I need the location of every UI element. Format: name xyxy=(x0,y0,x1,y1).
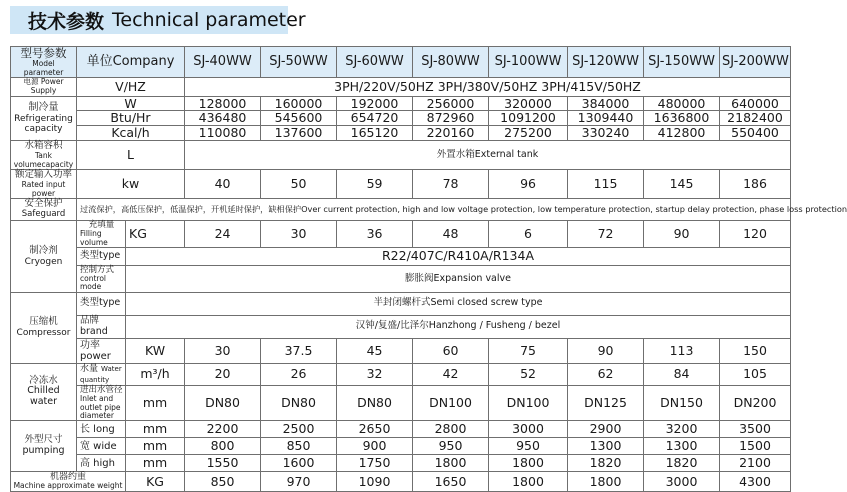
table-cell: 1300 xyxy=(568,438,644,455)
table-cell: 1300 xyxy=(644,438,720,455)
control-mode-label: 控制方式 control mode xyxy=(77,265,126,292)
refrigerating-unit: Kcal/h xyxy=(77,126,185,141)
safeguard-value: 过流保护，高低压保护，低温保护，开机延时保护，缺相保护Over current protection, high and low voltage protection, low temperature protection, startup delay protection, phase loss protection xyxy=(77,199,791,221)
compressor-power-label: 功率 power xyxy=(77,338,126,363)
weight-unit: KG xyxy=(126,472,185,492)
dimension-label: 宽 wide xyxy=(77,438,126,455)
table-cell: 640000 xyxy=(720,96,791,111)
pipe-diameter-row xyxy=(11,386,791,421)
table-cell: 480000 xyxy=(644,96,720,111)
table-cell: 59 xyxy=(337,170,413,199)
table-cell: DN125 xyxy=(568,386,644,421)
table-cell: 950 xyxy=(489,438,568,455)
filling-volume-unit: KG xyxy=(126,221,185,248)
table-cell: 165120 xyxy=(337,126,413,141)
table-cell: 1820 xyxy=(644,455,720,472)
table-cell: 2500 xyxy=(261,421,337,438)
table-cell: 84 xyxy=(644,363,720,385)
table-cell: 50 xyxy=(261,170,337,199)
table-cell: 62 xyxy=(568,363,644,385)
refrigerating-row xyxy=(11,111,791,126)
table-cell: 160000 xyxy=(261,96,337,111)
model-col: SJ-100WW xyxy=(489,47,568,78)
compressor-brand-value: 汉钟/复盛/比泽尔Hanzhong / Fusheng / bezel xyxy=(126,315,791,338)
table-cell: 36 xyxy=(337,221,413,248)
table-cell: 2650 xyxy=(337,421,413,438)
table-cell: 40 xyxy=(185,170,261,199)
table-cell: 45 xyxy=(337,338,413,363)
table-cell: DN100 xyxy=(413,386,489,421)
model-col: SJ-120WW xyxy=(568,47,644,78)
model-col: SJ-50WW xyxy=(261,47,337,78)
dimension-unit: mm xyxy=(126,421,185,438)
pipe-diameter-unit: mm xyxy=(126,386,185,421)
safeguard-label: 安全保护 Safeguard xyxy=(11,199,77,221)
model-col: SJ-60WW xyxy=(337,47,413,78)
table-cell: 30 xyxy=(185,338,261,363)
table-cell: 137600 xyxy=(261,126,337,141)
table-cell: 1800 xyxy=(489,455,568,472)
table-cell: 1820 xyxy=(568,455,644,472)
cryogen-control-row xyxy=(11,265,791,292)
compressor-brand-row xyxy=(11,315,791,338)
table-cell: DN80 xyxy=(337,386,413,421)
power-supply-row xyxy=(11,78,791,96)
model-col: SJ-200WW xyxy=(720,47,791,78)
table-cell: 1636800 xyxy=(644,111,720,126)
table-cell: 37.5 xyxy=(261,338,337,363)
unit-header: 单位Company xyxy=(77,47,185,78)
dimension-row xyxy=(11,455,791,472)
table-cell: 436480 xyxy=(185,111,261,126)
control-mode-value: 膨胀阀Expansion valve xyxy=(126,265,791,292)
table-cell: 3500 xyxy=(720,421,791,438)
refrigerating-unit: W xyxy=(77,96,185,111)
table-cell: 30 xyxy=(261,221,337,248)
tank-unit: L xyxy=(77,140,185,169)
table-cell: 950 xyxy=(413,438,489,455)
table-cell: 1800 xyxy=(489,472,568,492)
table-cell: 384000 xyxy=(568,96,644,111)
table-cell: 20 xyxy=(185,363,261,385)
model-col: SJ-80WW xyxy=(413,47,489,78)
table-cell: DN80 xyxy=(261,386,337,421)
dimension-unit: mm xyxy=(126,455,185,472)
table-cell: 1800 xyxy=(568,472,644,492)
table-cell: 96 xyxy=(489,170,568,199)
table-cell: 113 xyxy=(644,338,720,363)
table-cell: 1650 xyxy=(413,472,489,492)
table-cell: 24 xyxy=(185,221,261,248)
table-cell: 1500 xyxy=(720,438,791,455)
table-cell: 1550 xyxy=(185,455,261,472)
model-header: 型号参数 Model parameter xyxy=(11,47,77,78)
water-quantity-unit: m³/h xyxy=(126,363,185,385)
compressor-power-row xyxy=(11,338,791,363)
table-cell: 26 xyxy=(261,363,337,385)
table-cell: 145 xyxy=(644,170,720,199)
table-cell: 90 xyxy=(568,338,644,363)
table-cell: 72 xyxy=(568,221,644,248)
table-cell: 128000 xyxy=(185,96,261,111)
table-cell: 75 xyxy=(489,338,568,363)
table-cell: 115 xyxy=(568,170,644,199)
weight-label: 机器约重 Machine approximate weight xyxy=(11,472,126,492)
table-cell: DN80 xyxy=(185,386,261,421)
table-cell: 850 xyxy=(185,472,261,492)
table-cell: 800 xyxy=(185,438,261,455)
table-cell: 52 xyxy=(489,363,568,385)
table-cell: 1309440 xyxy=(568,111,644,126)
table-cell: 550400 xyxy=(720,126,791,141)
table-cell: 275200 xyxy=(489,126,568,141)
table-cell: 330240 xyxy=(568,126,644,141)
compressor-power-unit: KW xyxy=(126,338,185,363)
table-cell: 4300 xyxy=(720,472,791,492)
table-cell: DN200 xyxy=(720,386,791,421)
table-cell: 2800 xyxy=(413,421,489,438)
table-cell: 150 xyxy=(720,338,791,363)
tank-label: 水箱容积 Tank volumecapacity xyxy=(11,140,77,169)
dimension-label: 高 high xyxy=(77,455,126,472)
water-quantity-row xyxy=(11,363,791,385)
chilled-water-label: 冷冻水 Chilled water xyxy=(11,363,77,420)
refrigerating-unit: Btu/Hr xyxy=(77,111,185,126)
table-cell: 2100 xyxy=(720,455,791,472)
table-cell: 412800 xyxy=(644,126,720,141)
tank-value: 外置水箱External tank xyxy=(185,140,791,169)
table-cell: 220160 xyxy=(413,126,489,141)
filling-volume-label: 充填量 Filling volume xyxy=(77,221,126,248)
model-col: SJ-150WW xyxy=(644,47,720,78)
dimension-row xyxy=(11,438,791,455)
table-cell: 654720 xyxy=(337,111,413,126)
model-col: SJ-40WW xyxy=(185,47,261,78)
table-cell: 1750 xyxy=(337,455,413,472)
tank-row xyxy=(11,140,791,169)
table-cell: 900 xyxy=(337,438,413,455)
compressor-type-label: 类型type xyxy=(77,292,126,315)
dimension-label: 长 long xyxy=(77,421,126,438)
table-cell: 6 xyxy=(489,221,568,248)
table-cell: 42 xyxy=(413,363,489,385)
power-supply-unit: V/HZ xyxy=(77,78,185,96)
table-cell: 110080 xyxy=(185,126,261,141)
table-cell: DN150 xyxy=(644,386,720,421)
refrigerating-row xyxy=(11,96,791,111)
table-cell: 970 xyxy=(261,472,337,492)
table-cell: 105 xyxy=(720,363,791,385)
safeguard-row xyxy=(11,199,791,221)
table-cell: 32 xyxy=(337,363,413,385)
table-cell: 78 xyxy=(413,170,489,199)
table-cell: 3000 xyxy=(644,472,720,492)
rated-power-label: 额定输入功率 Rated input power xyxy=(11,170,77,199)
title-cn: 技术参数 xyxy=(28,10,105,33)
pumping-label: 外型尺寸 pumping xyxy=(11,421,77,472)
table-cell: 2182400 xyxy=(720,111,791,126)
title-en: Technical parameter xyxy=(112,9,306,31)
compressor-type-value: 半封闭螺杆式Semi closed screw type xyxy=(126,292,791,315)
section-title xyxy=(10,6,306,34)
table-cell: 192000 xyxy=(337,96,413,111)
water-quantity-label: 水量 Water quantity xyxy=(77,363,126,385)
table-cell: 2900 xyxy=(568,421,644,438)
table-cell: 872960 xyxy=(413,111,489,126)
table-cell: 90 xyxy=(644,221,720,248)
table-cell: 1090 xyxy=(337,472,413,492)
power-supply-label: 电源 Power Supply xyxy=(11,78,77,96)
table-cell: 850 xyxy=(261,438,337,455)
compressor-brand-label: 品牌 brand xyxy=(77,315,126,338)
cryogen-label: 制冷剂 Cryogen xyxy=(11,221,77,293)
compressor-type-row xyxy=(11,292,791,315)
table-cell: DN100 xyxy=(489,386,568,421)
cryogen-type-row xyxy=(11,247,791,265)
table-cell: 120 xyxy=(720,221,791,248)
table-cell: 3000 xyxy=(489,421,568,438)
table-cell: 545600 xyxy=(261,111,337,126)
table-cell: 48 xyxy=(413,221,489,248)
weight-row xyxy=(11,472,791,492)
table-cell: 1091200 xyxy=(489,111,568,126)
header-row xyxy=(11,47,791,78)
table-cell: 1600 xyxy=(261,455,337,472)
refrigerating-label: 制冷量 Refrigerating capacity xyxy=(11,96,77,140)
dimension-row xyxy=(11,421,791,438)
table-cell: 256000 xyxy=(413,96,489,111)
table-cell: 3200 xyxy=(644,421,720,438)
cryogen-filling-row xyxy=(11,221,791,248)
rated-power-row xyxy=(11,170,791,199)
table-cell: 1800 xyxy=(413,455,489,472)
rated-power-unit: kw xyxy=(77,170,185,199)
table-cell: 320000 xyxy=(489,96,568,111)
dimension-unit: mm xyxy=(126,438,185,455)
spec-table xyxy=(10,46,847,492)
table-cell: 186 xyxy=(720,170,791,199)
power-supply-value: 3PH/220V/50HZ 3PH/380V/50HZ 3PH/415V/50HZ xyxy=(185,78,791,96)
cryogen-type-value: R22/407C/R410A/R134A xyxy=(126,247,791,265)
cryogen-type-label: 类型type xyxy=(77,247,126,265)
refrigerating-row xyxy=(11,126,791,141)
pipe-diameter-label: 进出水管径 Inlet and outlet pipe diameter xyxy=(77,386,126,421)
table-cell: 60 xyxy=(413,338,489,363)
table-cell: 2200 xyxy=(185,421,261,438)
compressor-label: 压缩机 Compressor xyxy=(11,292,77,363)
